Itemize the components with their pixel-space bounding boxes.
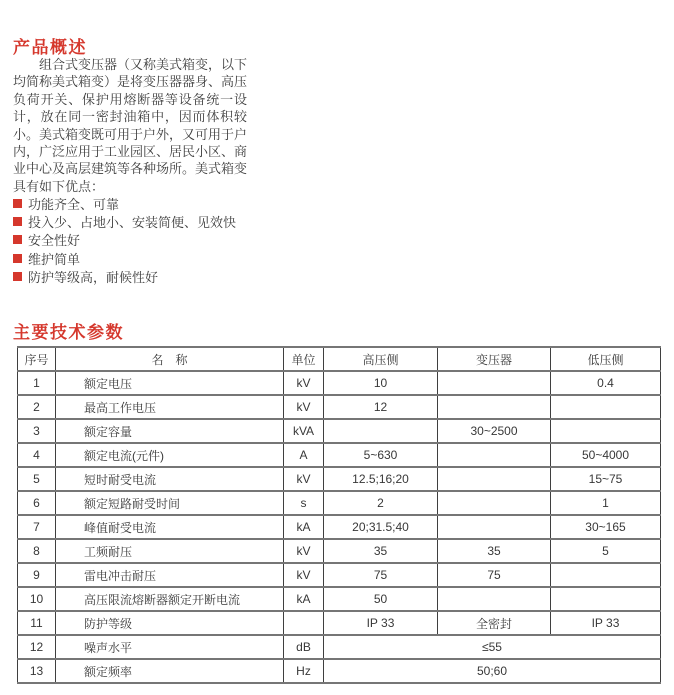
cell-transformer: [438, 443, 551, 467]
table-row: [18, 659, 661, 683]
cell-lv-side: 0.4: [551, 371, 661, 395]
bullet-text: 维护简单: [28, 251, 81, 267]
specs-section-title: 主要技术参数: [13, 323, 124, 342]
cell-merged-value: ≤55: [324, 635, 661, 659]
cell-hv-side: 35: [324, 539, 438, 563]
cell-name: 工频耐压: [56, 539, 284, 563]
bullet-square-icon: [13, 235, 22, 244]
header-cell-name: 名 称: [56, 347, 284, 371]
header-cell-lv-side: 低压侧: [551, 347, 661, 371]
cell-name: 噪声水平: [56, 635, 284, 659]
cell-hv-side: 2: [324, 491, 438, 515]
table-row: [18, 539, 661, 563]
cell-transformer: [438, 515, 551, 539]
cell-transformer: [438, 587, 551, 611]
cell-unit: s: [284, 491, 324, 515]
table-row: [18, 491, 661, 515]
cell-lv-side: 30~165: [551, 515, 661, 539]
cell-index: 6: [18, 491, 56, 515]
overview-section-title: 产品概述: [13, 38, 87, 57]
cell-name: 额定短路耐受时间: [56, 491, 284, 515]
cell-name: 峰值耐受电流: [56, 515, 284, 539]
table-row: [18, 467, 661, 491]
table-header-row: [18, 347, 661, 371]
cell-lv-side: [551, 419, 661, 443]
overview-bullet-item: [13, 251, 263, 269]
table-row: [18, 395, 661, 419]
cell-index: 3: [18, 419, 56, 443]
cell-name: 额定电流(元件): [56, 443, 284, 467]
cell-name: 雷电冲击耐压: [56, 563, 284, 587]
cell-index: 8: [18, 539, 56, 563]
cell-lv-side: [551, 587, 661, 611]
cell-transformer: 30~2500: [438, 419, 551, 443]
cell-index: 7: [18, 515, 56, 539]
cell-index: 12: [18, 635, 56, 659]
cell-transformer: 75: [438, 563, 551, 587]
cell-merged-value: 50;60: [324, 659, 661, 683]
table-row: [18, 635, 661, 659]
header-cell-index: 序号: [18, 347, 56, 371]
cell-transformer: 全密封: [438, 611, 551, 635]
cell-transformer: 35: [438, 539, 551, 563]
cell-lv-side: IP 33: [551, 611, 661, 635]
bullet-text: 投入少、占地小、安装简便、见效快: [28, 215, 237, 231]
table-row: [18, 587, 661, 611]
cell-hv-side: 10: [324, 371, 438, 395]
cell-index: 1: [18, 371, 56, 395]
cell-index: 13: [18, 659, 56, 683]
cell-name: 短时耐受电流: [56, 467, 284, 491]
cell-hv-side: [324, 419, 438, 443]
cell-hv-side: 75: [324, 563, 438, 587]
cell-name: 额定容量: [56, 419, 284, 443]
cell-unit: dB: [284, 635, 324, 659]
bullet-square-icon: [13, 272, 22, 281]
cell-index: 9: [18, 563, 56, 587]
cell-unit: kV: [284, 371, 324, 395]
cell-index: 10: [18, 587, 56, 611]
cell-name: 高压限流熔断器额定开断电流: [56, 587, 284, 611]
cell-unit: [284, 611, 324, 635]
cell-transformer: [438, 467, 551, 491]
cell-index: 11: [18, 611, 56, 635]
specs-table-body: [18, 371, 661, 683]
cell-transformer: [438, 395, 551, 419]
overview-paragraph: 组合式变压器（又称美式箱变，以下均简称美式箱变）是将变压器器身、高压负荷开关、保护用熔断器等设备统一设计，放在同一密封油箱中，因而体积较小。美式箱变既可用于户外，又可用于户内，广泛应用于工业园区、居民小区、商业中心及高层建筑等各种场所。美式箱变具有如下优点：: [13, 57, 248, 194]
header-cell-transformer: 变压器: [438, 347, 551, 371]
cell-unit: kV: [284, 563, 324, 587]
cell-name: 防护等级: [56, 611, 284, 635]
cell-hv-side: 12: [324, 395, 438, 419]
cell-lv-side: [551, 563, 661, 587]
cell-lv-side: [551, 395, 661, 419]
cell-unit: kV: [284, 539, 324, 563]
overview-bullet-item: [13, 232, 263, 250]
cell-hv-side: 50: [324, 587, 438, 611]
specs-table-container: [17, 346, 661, 684]
cell-name: 最高工作电压: [56, 395, 284, 419]
table-row: [18, 515, 661, 539]
cell-transformer: [438, 371, 551, 395]
overview-bullet-item: [13, 269, 263, 287]
cell-hv-side: 20;31.5;40: [324, 515, 438, 539]
table-row: [18, 611, 661, 635]
cell-unit: kA: [284, 515, 324, 539]
bullet-square-icon: [13, 217, 22, 226]
bullet-text: 安全性好: [28, 233, 81, 249]
cell-hv-side: 5~630: [324, 443, 438, 467]
cell-index: 2: [18, 395, 56, 419]
bullet-text: 防护等级高，耐候性好: [28, 269, 159, 285]
specs-table: [17, 346, 661, 684]
cell-hv-side: 12.5;16;20: [324, 467, 438, 491]
cell-unit: kV: [284, 395, 324, 419]
cell-transformer: [438, 491, 551, 515]
cell-name: 额定电压: [56, 371, 284, 395]
cell-name: 额定频率: [56, 659, 284, 683]
cell-lv-side: 1: [551, 491, 661, 515]
cell-hv-side: IP 33: [324, 611, 438, 635]
bullet-square-icon: [13, 199, 22, 208]
cell-unit: kV: [284, 467, 324, 491]
cell-unit: Hz: [284, 659, 324, 683]
cell-lv-side: 5: [551, 539, 661, 563]
cell-index: 5: [18, 467, 56, 491]
table-row: [18, 419, 661, 443]
bullet-square-icon: [13, 254, 22, 263]
cell-unit: kVA: [284, 419, 324, 443]
cell-lv-side: 15~75: [551, 467, 661, 491]
cell-unit: kA: [284, 587, 324, 611]
table-row: [18, 443, 661, 467]
bullet-text: 功能齐全、可靠: [28, 197, 120, 212]
header-cell-unit: 单位: [284, 347, 324, 371]
cell-index: 4: [18, 443, 56, 467]
overview-bullet-item: [13, 196, 263, 214]
overview-bullet-item: [13, 214, 263, 232]
overview-bullet-list: [13, 196, 263, 287]
table-row: [18, 563, 661, 587]
cell-unit: A: [284, 443, 324, 467]
header-cell-hv-side: 高压侧: [324, 347, 438, 371]
table-row: [18, 371, 661, 395]
cell-lv-side: 50~4000: [551, 443, 661, 467]
